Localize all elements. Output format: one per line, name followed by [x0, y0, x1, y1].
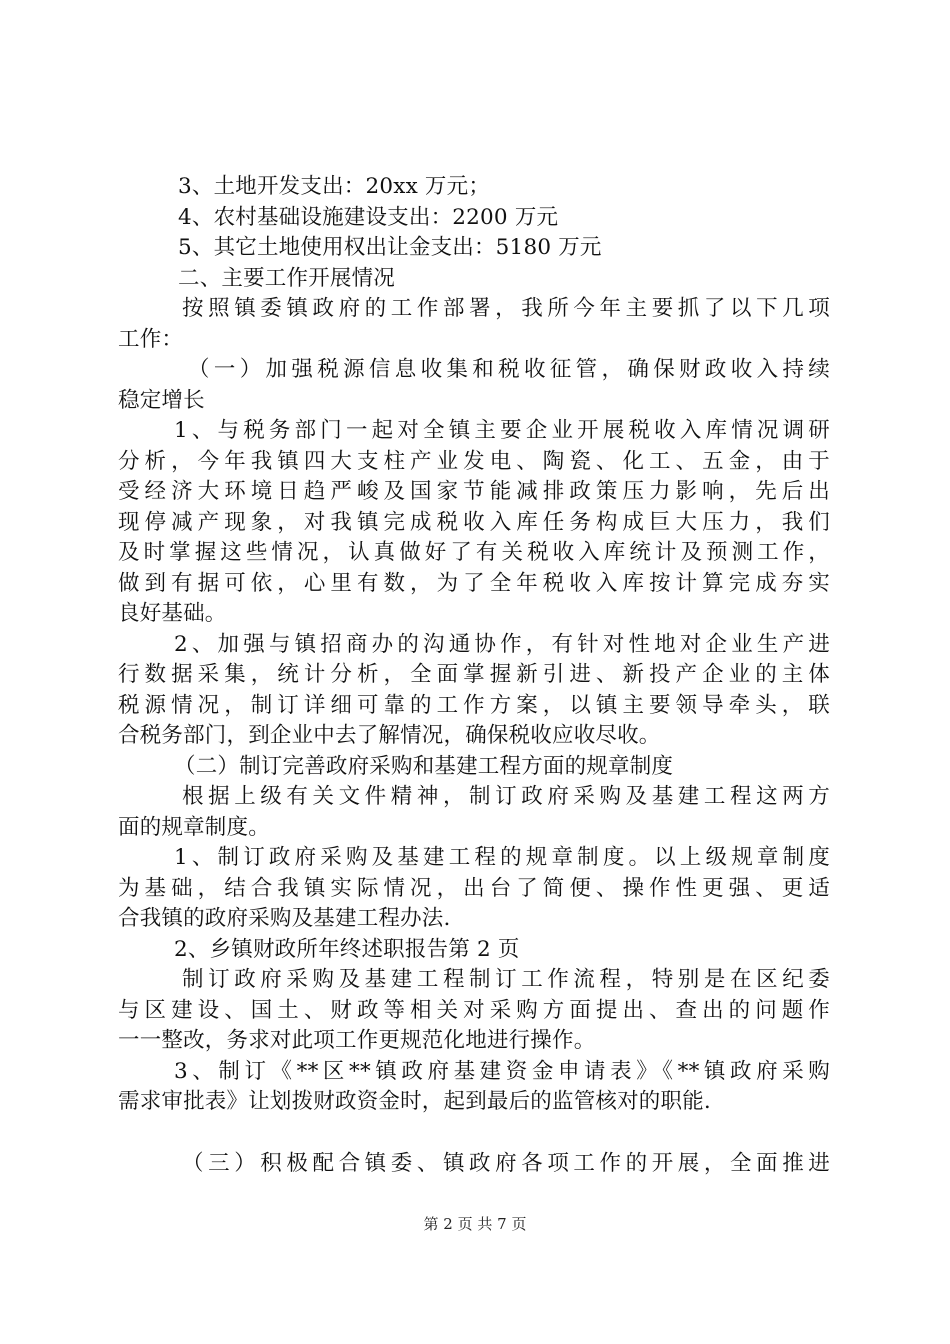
subsection-heading: （一）加强税源信息收集和税收征管，确保财政收入持续 [188, 357, 830, 382]
text-line: 工作： [118, 326, 184, 352]
subsection-heading: 稳定增长 [118, 387, 205, 413]
text-line: 为基础，结合我镇实际情况，出台了简便、操作性更强、更适 [118, 875, 830, 901]
text-line: 及时掌握这些情况，认真做好了有关税收入库统计及预测工作， [118, 540, 830, 565]
subsection-heading: （三）积极配合镇委、镇政府各项工作的开展，全面推进 [182, 1150, 830, 1176]
text-line: 良好基础。 [118, 601, 227, 626]
text-line: 一一整改，务求对此项工作更规范化地进行操作。 [118, 1028, 596, 1053]
text-line: 3、土地开发支出：20xx 万元； [178, 174, 491, 199]
text-line: 制订政府采购及基建工程制订工作流程，特别是在区纪委 [182, 967, 830, 992]
text-line: 4、农村基础设施建设支出：2200 万元 [178, 204, 559, 230]
text-line: 2、乡镇财政所年终述职报告第 2 页 [174, 936, 520, 962]
blank-line [118, 1118, 830, 1149]
text-line: 受经济大环境日趋严峻及国家节能减排政策压力影响，先后出 [118, 479, 830, 504]
text-line: 行数据采集，统计分析，全面掌握新引进、新投产企业的主体 [118, 662, 830, 687]
text-line: 与区建设、国土、财政等相关对采购方面提出、查出的问题作 [118, 997, 830, 1023]
text-line: 5、其它土地使用权出让金支出：5180 万元 [178, 235, 602, 260]
text-line: 做到有据可依，心里有数，为了全年税收入库按计算完成夯实 [118, 570, 830, 596]
text-line: 税源情况，制订详细可靠的工作方案，以镇主要领导牵头，联 [118, 692, 830, 718]
section-heading: 二、主要工作开展情况 [178, 265, 396, 291]
document-body [118, 172, 830, 1179]
text-line: 分析，今年我镇四大支柱产业发电、陶瓷、化工、五金，由于 [118, 448, 830, 474]
text-line: 1、制订政府采购及基建工程的规章制度。以上级规章制度 [174, 845, 830, 870]
page-footer: 第 2 页 共 7 页 [423, 1215, 527, 1233]
text-line: 3、制订《**区**镇政府基建资金申请表》《**镇政府采购 [174, 1058, 830, 1084]
text-line: 1、与税务部门一起对全镇主要企业开展税收入库情况调研 [174, 418, 830, 443]
text-line: 现停减产现象，对我镇完成税收入库任务构成巨大压力，我们 [118, 509, 830, 535]
text-line: 按照镇委镇政府的工作部署，我所今年主要抓了以下几项 [182, 296, 830, 321]
text-line: 面的规章制度。 [118, 814, 270, 840]
text-line: 合我镇的政府采购及基建工程办法. [118, 906, 451, 931]
subsection-heading: （二）制订完善政府采购和基建工程方面的规章制度 [174, 753, 674, 779]
text-line: 2、加强与镇招商办的沟通协作，有针对性地对企业生产进 [174, 631, 830, 657]
text-line: 需求审批表》让划拨财政资金时，起到最后的监管核对的职能. [118, 1089, 711, 1114]
text-line: 根据上级有关文件精神，制订政府采购及基建工程这两方 [182, 784, 830, 809]
text-line: 合税务部门，到企业中去了解情况，确保税收应收尽收。 [118, 723, 661, 748]
